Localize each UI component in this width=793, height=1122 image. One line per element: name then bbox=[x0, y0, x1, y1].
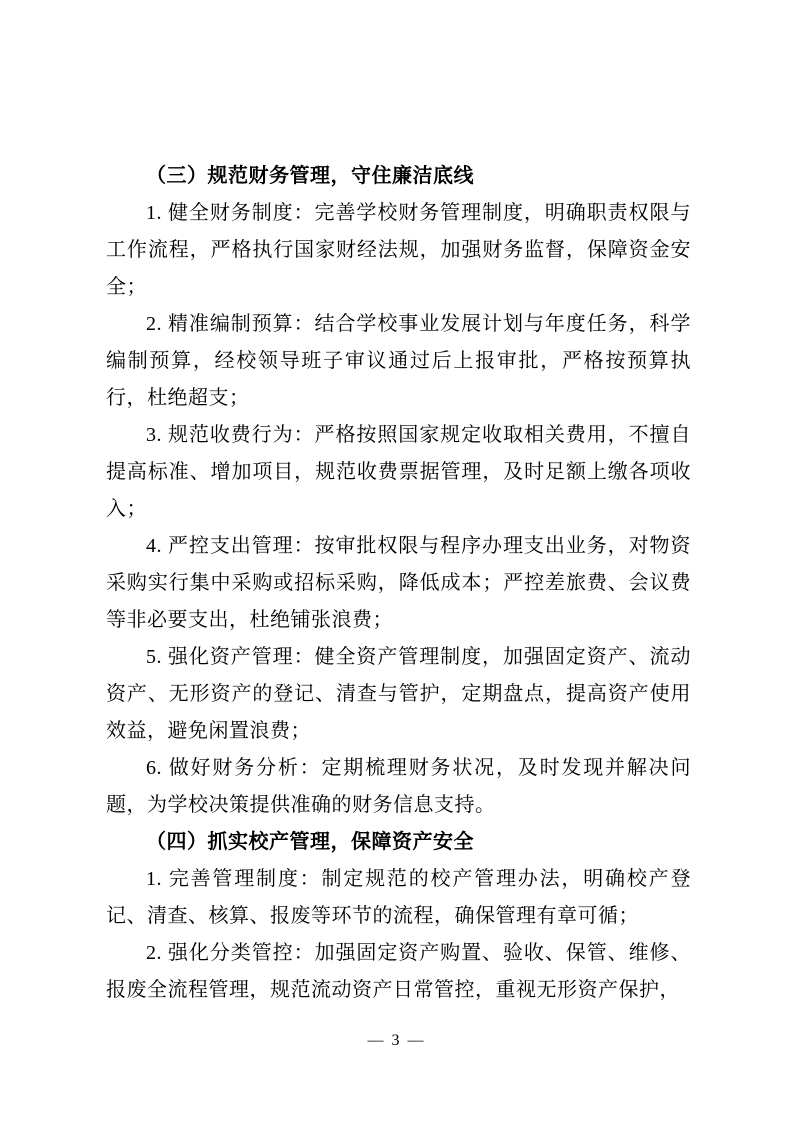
page-number: — 3 — bbox=[367, 1032, 426, 1049]
paragraph-property-2: 2. 强化分类管控：加强固定资产购置、验收、保管、维修、报废全流程管理，规范流动资产日常管控，重视无形资产保护， bbox=[106, 942, 691, 1001]
paragraph-finance-1: 1. 健全财务制度：完善学校财务管理制度，明确职责权限与工作流程，严格执行国家财经法规，加强财务监督，保障资金安全； bbox=[106, 202, 691, 298]
paragraph-finance-4: 4. 严控支出管理：按审批权限与程序办理支出业务，对物资采购实行集中采购或招标采购，降低成本；严控差旅费、会议费等非必要支出，杜绝铺张浪费； bbox=[106, 535, 691, 631]
paragraph-finance-2: 2. 精准编制预算：结合学校事业发展计划与年度任务，科学编制预算，经校领导班子审议通过后上报审批，严格按预算执行，杜绝超支； bbox=[106, 313, 691, 409]
section-heading-4: （四）抓实校产管理，保障资产安全 bbox=[146, 831, 474, 853]
paragraph-finance-3: 3. 规范收费行为：严格按照国家规定收取相关费用，不擅自提高标准、增加项目，规范收费票据管理，及时足额上缴各项收入； bbox=[106, 424, 691, 520]
document-body bbox=[106, 158, 691, 1009]
paragraph-finance-5: 5. 强化资产管理：健全资产管理制度，加强固定资产、流动资产、无形资产的登记、清查与管护，定期盘点，提高资产使用效益，避免闲置浪费； bbox=[106, 646, 691, 742]
section-heading-3: （三）规范财务管理，守住廉洁底线 bbox=[146, 165, 474, 187]
paragraph-finance-6: 6. 做好财务分析：定期梳理财务状况，及时发现并解决问题，为学校决策提供准确的财务信息支持。 bbox=[106, 757, 691, 816]
paragraph-property-1: 1. 完善管理制度：制定规范的校产管理办法，明确校产登记、清查、核算、报废等环节的流程，确保管理有章可循； bbox=[106, 868, 691, 927]
